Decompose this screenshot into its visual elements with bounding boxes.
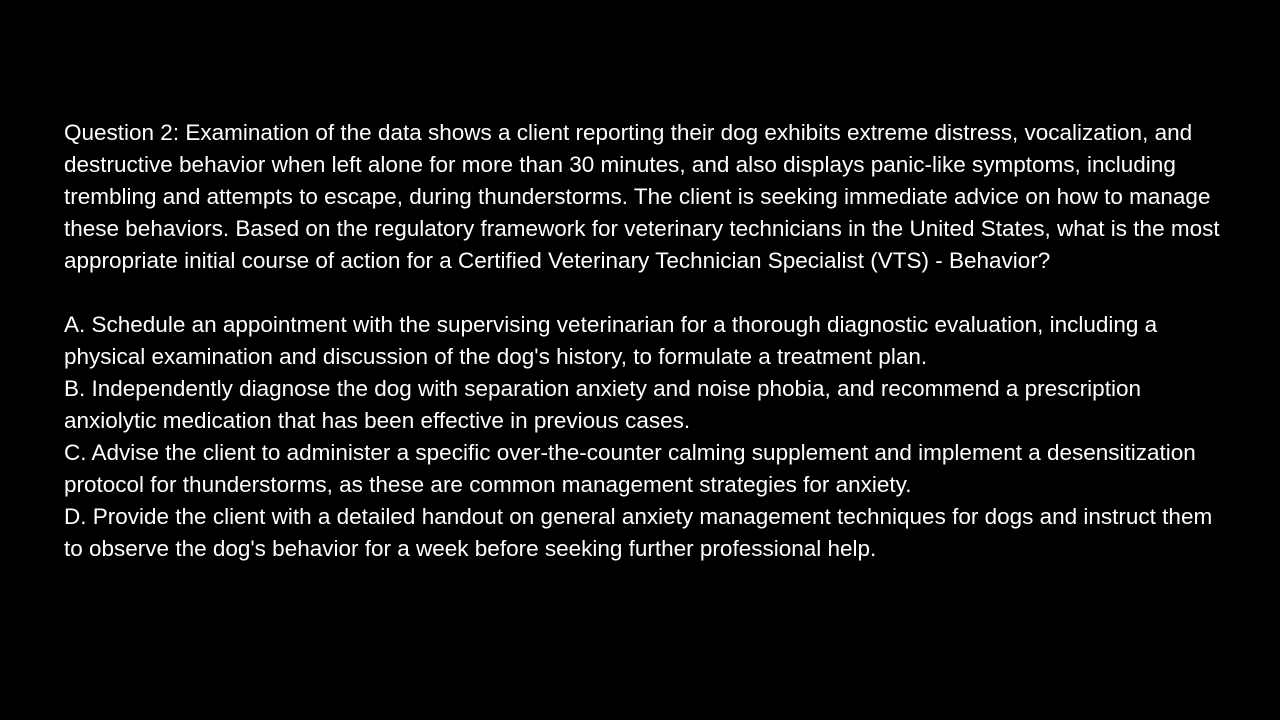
- option-c: C. Advise the client to administer a specific over-the-counter calming supplement and implement a desensitization protocol for thunderstorms, as these are common management strategies for anxiety.: [64, 440, 1196, 497]
- option-d: D. Provide the client with a detailed handout on general anxiety management techniques for dogs and instruct them to observe the dog's behavior for a week before seeking further professional help.: [64, 504, 1213, 561]
- question-text: Question 2: Examination of the data shows a client reporting their dog exhibits extreme distress, vocalization, and destructive behavior when left alone for more than 30 minutes, and also displays panic-like symptoms, including trembling and attempts to escape, during thunderstorms. The client is seeking immediate advice on how to manage these behaviors. Based on the regulatory framework for veterinary technicians in the United States, what is the most appropriate initial course of action for a Certified Veterinary Technician Specialist (VTS) - Behavior?: [64, 120, 1220, 273]
- answer-options: [64, 309, 1224, 565]
- spacer: [64, 277, 1224, 309]
- question-content: [64, 117, 1224, 565]
- option-b: B. Independently diagnose the dog with separation anxiety and noise phobia, and recommend a prescription anxiolytic medication that has been effective in previous cases.: [64, 376, 1141, 433]
- option-a: A. Schedule an appointment with the supervising veterinarian for a thorough diagnostic evaluation, including a physical examination and discussion of the dog's history, to formulate a treatment plan.: [64, 312, 1158, 369]
